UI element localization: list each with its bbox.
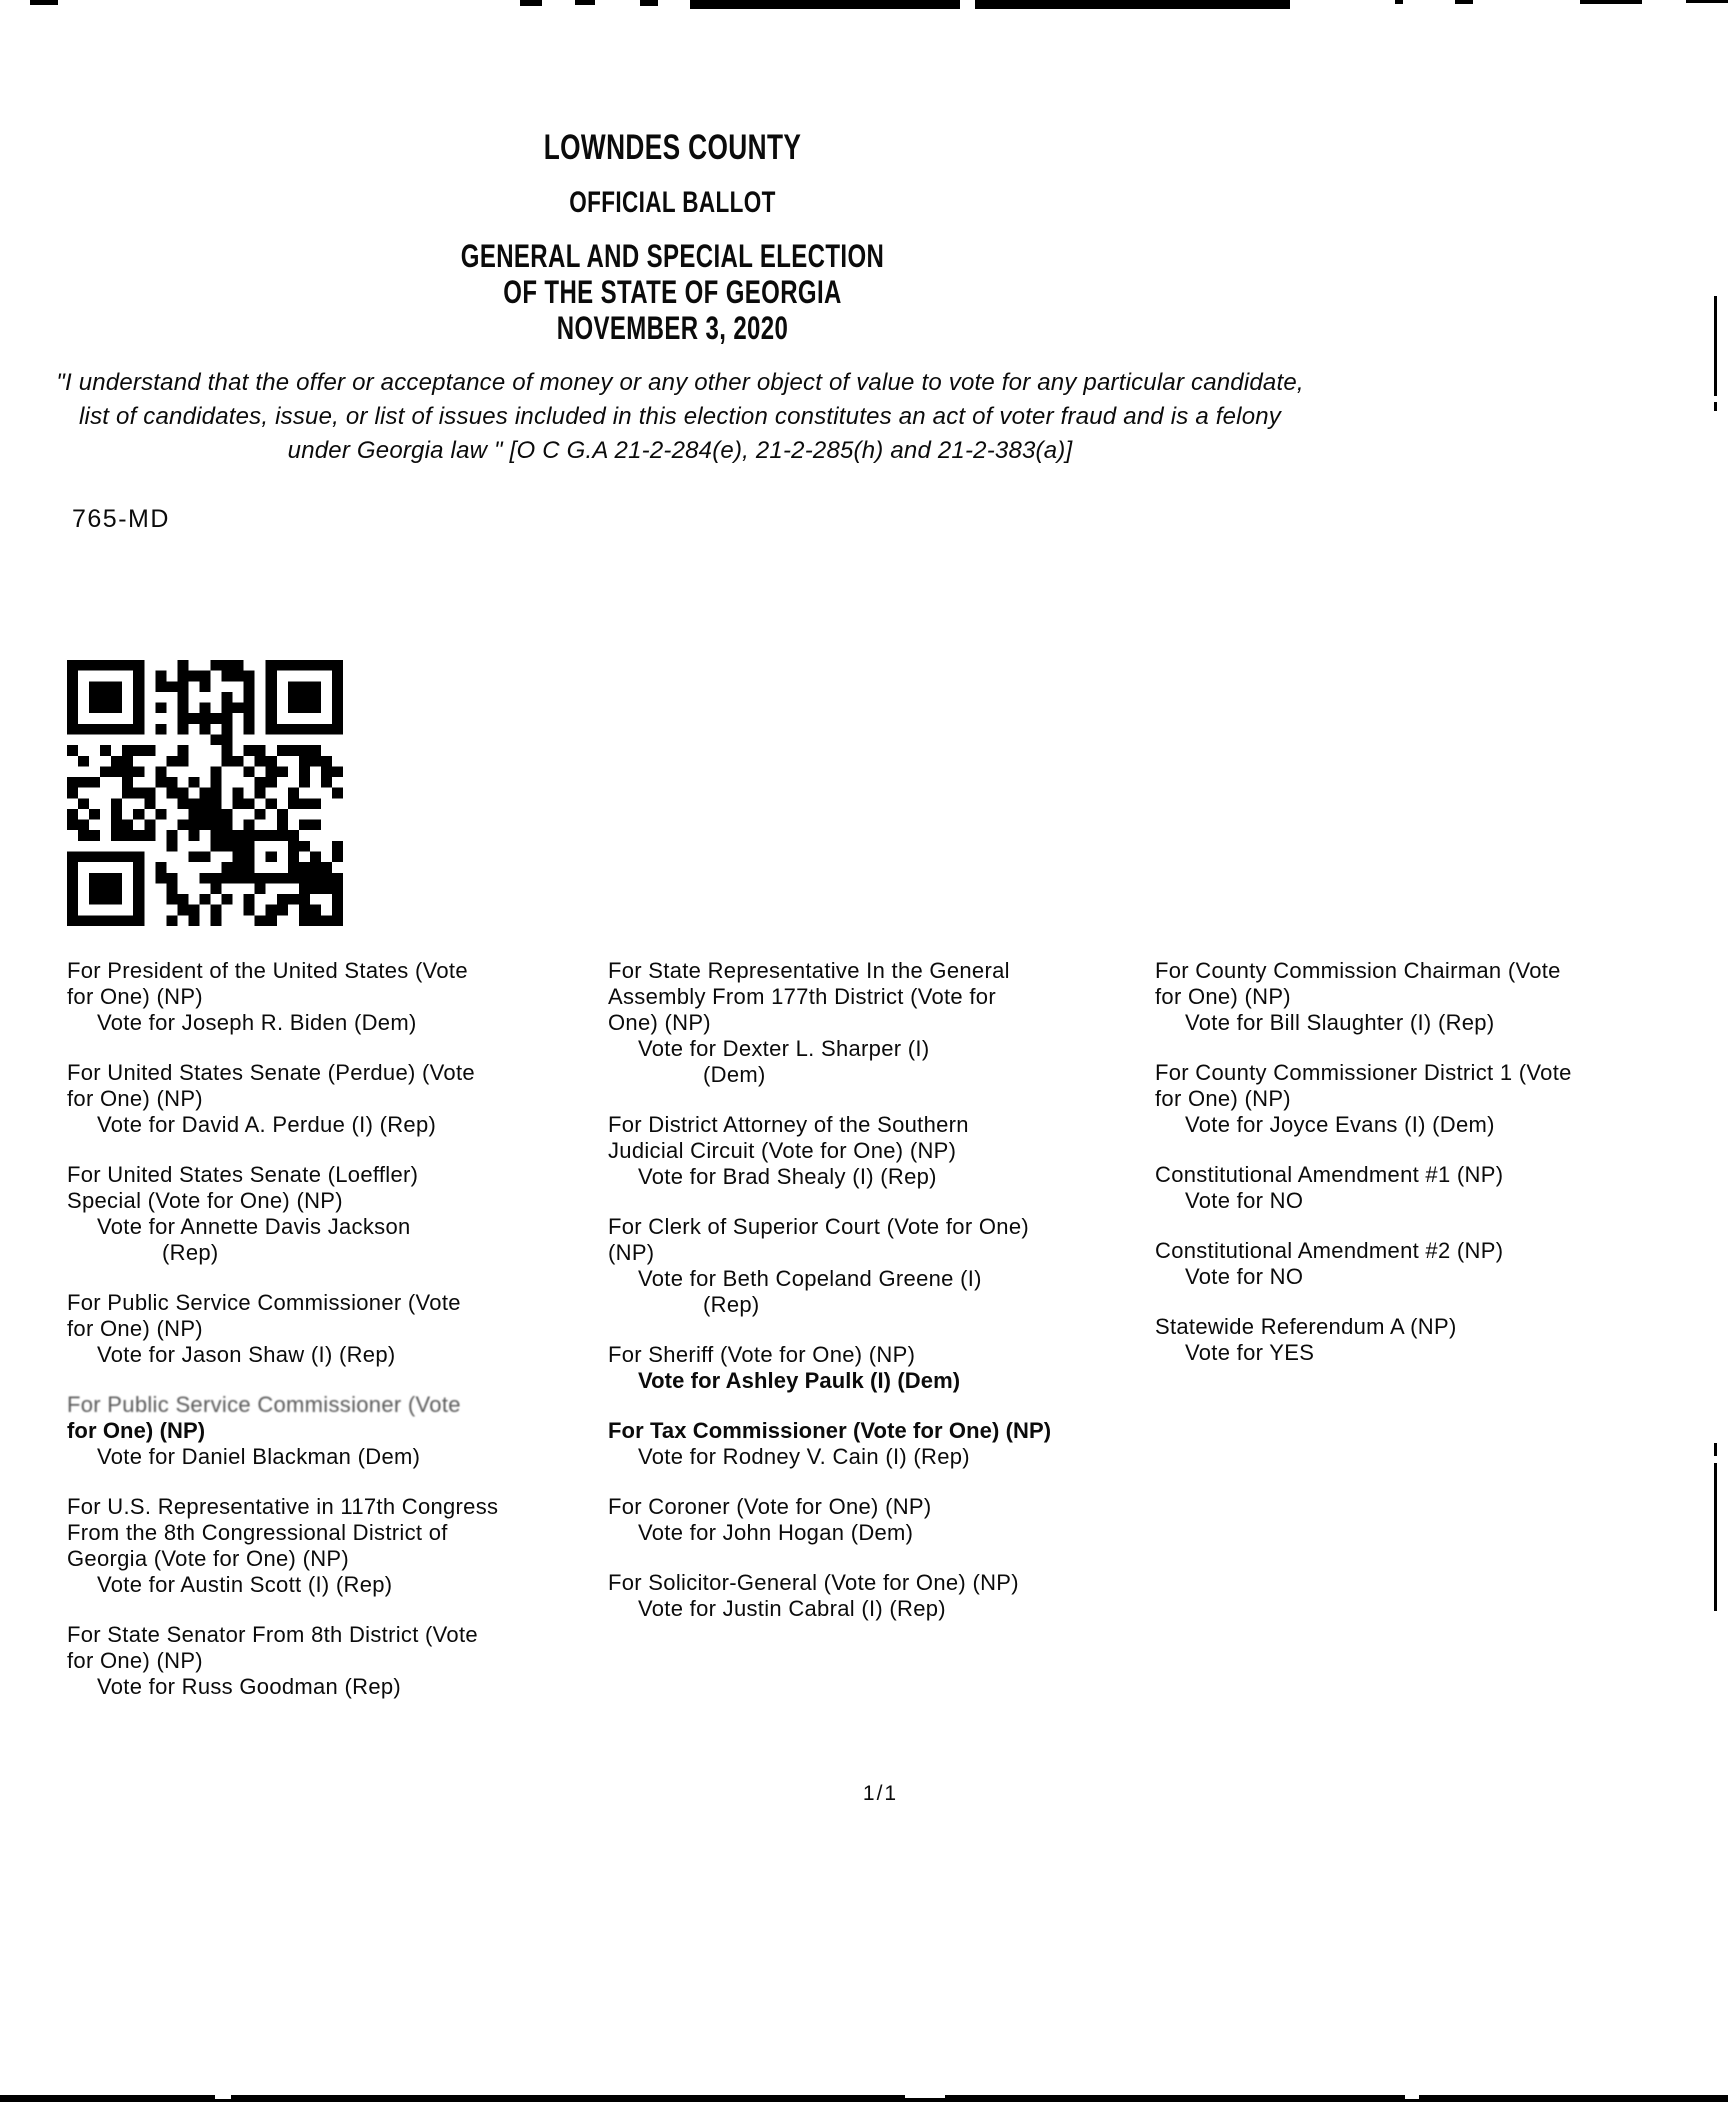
scan-artifact xyxy=(640,0,658,6)
contest-selection-line: Vote for Ashley Paulk (I) (Dem) xyxy=(638,1368,961,1393)
contest-block xyxy=(608,958,1168,1088)
contest-title-line: For President of the United States (Vote xyxy=(67,958,468,983)
contest-title-line: (NP) xyxy=(608,1240,655,1265)
qr-code-icon xyxy=(67,660,343,926)
scan-artifact xyxy=(1580,0,1642,4)
scan-artifact xyxy=(1714,402,1717,411)
contest-selection-line: Vote for Rodney V. Cain (I) (Rep) xyxy=(638,1444,970,1469)
contest-title-line: For Solicitor-General (Vote for One) (NP) xyxy=(608,1570,1019,1595)
contest-block xyxy=(67,1290,627,1368)
contest-title-line: Special (Vote for One) (NP) xyxy=(67,1188,343,1213)
contest-title-line: for One) (NP) xyxy=(67,1418,206,1443)
contest-block xyxy=(67,1494,627,1598)
contest-title-line: For State Senator From 8th District (Vote xyxy=(67,1622,478,1647)
contest-selection-line: Vote for John Hogan (Dem) xyxy=(638,1520,914,1545)
contest-selection-line: Vote for Beth Copeland Greene (I) xyxy=(638,1266,982,1291)
contest-selection-line: Vote for Dexter L. Sharper (I) xyxy=(638,1036,930,1061)
contest-title-line: For Public Service Commissioner (Vote xyxy=(67,1392,461,1417)
contest-selection-line: Vote for Bill Slaughter (I) (Rep) xyxy=(1185,1010,1495,1035)
contest-block xyxy=(1155,1060,1715,1138)
contest-block xyxy=(608,1214,1168,1318)
contest-title-line: Georgia (Vote for One) (NP) xyxy=(67,1546,349,1571)
contest-title-line: For State Representative In the General xyxy=(608,958,1010,983)
contest-selection-line: Vote for Annette Davis Jackson xyxy=(97,1214,411,1239)
contest-title-line: Statewide Referendum A (NP) xyxy=(1155,1314,1457,1339)
contest-selection-line: Vote for Justin Cabral (I) (Rep) xyxy=(638,1596,946,1621)
contest-title-line: for One) (NP) xyxy=(1155,1086,1291,1111)
ballot-type-title: OFFICIAL BALLOT xyxy=(569,186,776,219)
scan-artifact xyxy=(905,2095,945,2098)
contest-title-line: Assembly From 177th District (Vote for xyxy=(608,984,996,1009)
scan-artifact xyxy=(0,2095,1728,2102)
contest-block xyxy=(608,1418,1168,1470)
scan-artifact xyxy=(1714,1463,1717,1611)
contest-title-line: For Coroner (Vote for One) (NP) xyxy=(608,1494,932,1519)
contest-block xyxy=(67,1392,627,1470)
contest-block xyxy=(1155,1314,1715,1366)
contest-title-line: Judicial Circuit (Vote for One) (NP) xyxy=(608,1138,957,1163)
contest-title-line: for One) (NP) xyxy=(67,1648,203,1673)
contest-selection-line: Vote for Jason Shaw (I) (Rep) xyxy=(97,1342,396,1367)
scan-artifact xyxy=(1686,0,1728,3)
contest-title-line: for One) (NP) xyxy=(67,1086,203,1111)
scan-artifact xyxy=(1395,0,1403,4)
contest-title-line: for One) (NP) xyxy=(1155,984,1291,1009)
contest-selection-line: Vote for David A. Perdue (I) (Rep) xyxy=(97,1112,437,1137)
contest-block xyxy=(608,1570,1168,1622)
contest-block xyxy=(67,1162,627,1266)
voter-fraud-disclaimer xyxy=(40,366,1320,468)
contest-column-1 xyxy=(67,958,627,1724)
contest-title-line: for One) (NP) xyxy=(67,1316,203,1341)
contest-selection-line: (Rep) xyxy=(162,1240,219,1265)
scan-artifact xyxy=(1714,1443,1717,1456)
scan-artifact xyxy=(690,0,960,9)
contest-title-line: For District Attorney of the Southern xyxy=(608,1112,969,1137)
contest-title-line: for One) (NP) xyxy=(67,984,203,1009)
scan-artifact xyxy=(30,0,58,5)
contest-selection-line: Vote for Daniel Blackman (Dem) xyxy=(97,1444,421,1469)
contest-title-line: For County Commission Chairman (Vote xyxy=(1155,958,1561,983)
contest-title-line: For County Commissioner District 1 (Vote xyxy=(1155,1060,1572,1085)
contest-title-line: Constitutional Amendment #2 (NP) xyxy=(1155,1238,1504,1263)
contest-title-line: Constitutional Amendment #1 (NP) xyxy=(1155,1162,1504,1187)
contest-title-line: One) (NP) xyxy=(608,1010,711,1035)
scan-artifact xyxy=(1455,0,1473,4)
contest-selection-line: (Dem) xyxy=(703,1062,766,1087)
contest-selection-line: Vote for NO xyxy=(1185,1188,1304,1213)
page-number: 1/1 xyxy=(862,1782,899,1805)
scan-artifact xyxy=(215,2095,231,2099)
scan-artifact xyxy=(975,0,1290,9)
contest-block xyxy=(67,1622,627,1700)
contest-selection-line: Vote for Austin Scott (I) (Rep) xyxy=(97,1572,393,1597)
ballot-style-code: 765-MD xyxy=(72,505,170,533)
county-title: LOWNDES COUNTY xyxy=(543,128,802,167)
contest-block xyxy=(1155,1162,1715,1214)
contest-title-line: For United States Senate (Loeffler) xyxy=(67,1162,419,1187)
contest-block xyxy=(1155,1238,1715,1290)
election-title-line1: GENERAL AND SPECIAL ELECTION xyxy=(460,238,885,274)
contest-block xyxy=(67,958,627,1036)
contest-block xyxy=(608,1494,1168,1546)
contest-column-2 xyxy=(608,958,1168,1646)
election-title-line2: OF THE STATE OF GEORGIA xyxy=(503,274,842,310)
contest-selection-line: Vote for Russ Goodman (Rep) xyxy=(97,1674,402,1699)
contest-title-line: For Clerk of Superior Court (Vote for One) xyxy=(608,1214,1029,1239)
scan-artifact xyxy=(575,0,595,5)
contest-selection-line: Vote for Brad Shealy (I) (Rep) xyxy=(638,1164,937,1189)
contest-title-line: For Tax Commissioner (Vote for One) (NP) xyxy=(608,1418,1052,1443)
contest-selection-line: (Rep) xyxy=(703,1292,760,1317)
contest-block xyxy=(1155,958,1715,1036)
disclaimer-line: "I understand that the offer or acceptance of money or any other object of value to vote for any particular candidate, xyxy=(56,369,1304,396)
election-date: NOVEMBER 3, 2020 xyxy=(556,310,789,346)
scan-artifact xyxy=(520,0,542,6)
contest-title-line: From the 8th Congressional District of xyxy=(67,1520,448,1545)
contest-selection-line: Vote for Joyce Evans (I) (Dem) xyxy=(1185,1112,1495,1137)
contest-title-line: For Sheriff (Vote for One) (NP) xyxy=(608,1342,916,1367)
contest-block xyxy=(67,1060,627,1138)
contest-block xyxy=(608,1112,1168,1190)
contest-selection-line: Vote for Joseph R. Biden (Dem) xyxy=(97,1010,417,1035)
disclaimer-line: list of candidates, issue, or list of issues included in this election constitutes an act of voter fraud and is a felony xyxy=(79,403,1281,430)
contest-title-line: For United States Senate (Perdue) (Vote xyxy=(67,1060,475,1085)
contest-block xyxy=(608,1342,1168,1394)
contest-column-3 xyxy=(1155,958,1715,1390)
contest-selection-line: Vote for YES xyxy=(1185,1340,1315,1365)
contest-title-line: For Public Service Commissioner (Vote xyxy=(67,1290,461,1315)
scan-artifact xyxy=(1714,296,1717,396)
scan-artifact xyxy=(1405,2095,1419,2099)
disclaimer-line: under Georgia law " [O C G.A 21-2-284(e), 21-2-285(h) and 21-2-383(a)] xyxy=(287,437,1073,464)
contest-title-line: For U.S. Representative in 117th Congress xyxy=(67,1494,499,1519)
contest-selection-line: Vote for NO xyxy=(1185,1264,1304,1289)
